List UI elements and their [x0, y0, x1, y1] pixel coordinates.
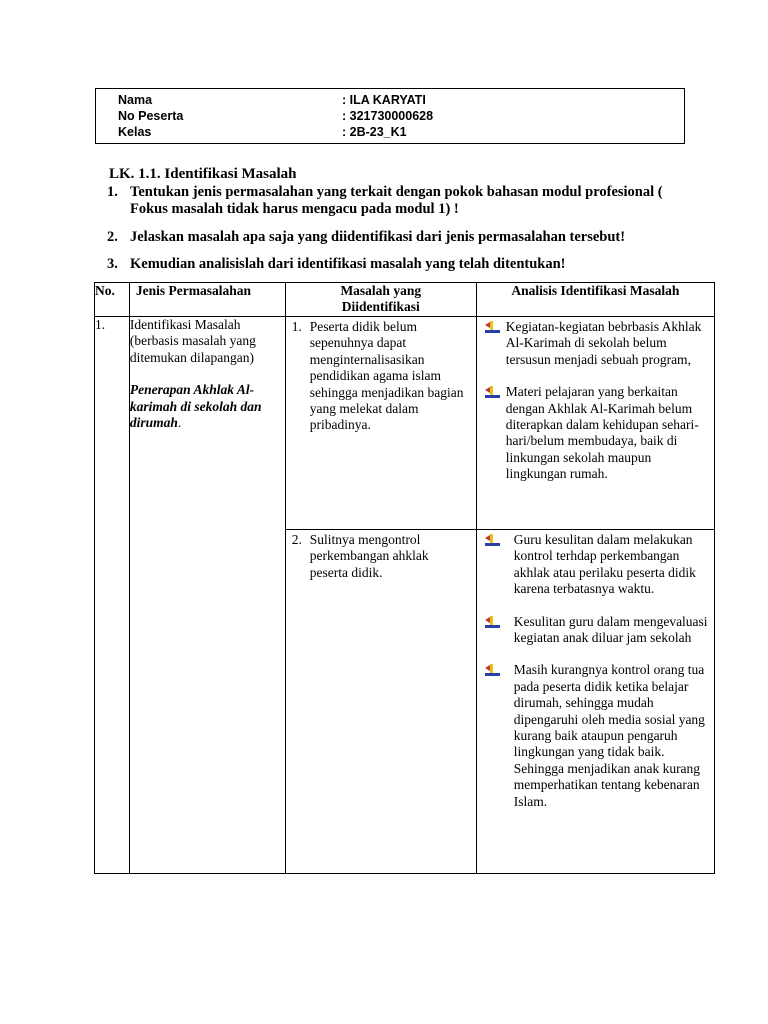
analisis-text: Kesulitan guru dalam mengevaluasi kegiatan anak diluar jam sekolah: [513, 613, 708, 646]
masalah-text: Sulitnya mengontrol perkembangan ahklak peserta didik.: [309, 532, 429, 580]
analisis-item: [477, 662, 714, 810]
bullet-arrow-icon: [485, 664, 500, 677]
header-jenis: Jenis Permasalahan: [129, 283, 285, 317]
instruction-text: Tentukan jenis permasalahan yang terkait dengan pokok bahasan modul profesional ( Fokus masalah tidak harus mengacu pada modul 1) !: [130, 184, 663, 217]
analisis-item: [477, 384, 714, 482]
jenis-description: Identifikasi Masalah (berbasis masalah yang ditemukan dilapangan): [129, 317, 256, 365]
jenis-focus: [130, 382, 270, 431]
problem-analysis-table: [94, 282, 715, 874]
header-no: No.: [95, 283, 130, 317]
instruction-text: Jelaskan masalah apa saja yang diidentifikasi dari jenis permasalahan tersebut!: [130, 229, 626, 245]
participant-no-value: : 321730000628: [342, 109, 434, 123]
instruction-number: 1.: [107, 184, 118, 200]
masalah-cell: [285, 530, 476, 874]
identity-box: [95, 88, 685, 144]
name-label: Nama: [118, 93, 153, 107]
analisis-item: [477, 319, 714, 368]
instruction-number: 2.: [107, 229, 118, 245]
masalah-text: Peserta didik belum sepenuhnya dapat menginternalisasikan pendidikan agama islam sehingga menjadikan bagian yang melekat dalam pribadinya.: [309, 319, 464, 433]
jenis-cell: [129, 317, 285, 874]
bullet-arrow-icon: [485, 534, 500, 547]
analisis-cell: [476, 530, 714, 874]
bullet-arrow-icon: [485, 616, 500, 629]
header-analisis: Analisis Identifikasi Masalah: [476, 283, 714, 317]
masalah-cell: [285, 317, 476, 530]
table-header-row: [95, 283, 715, 317]
instruction-text: Kemudian analisislah dari identifikasi masalah yang telah ditentukan!: [130, 256, 566, 272]
participant-no-label: No Peserta: [118, 109, 184, 123]
analisis-item: [477, 532, 714, 598]
analisis-text: Materi pelajaran yang berkaitan dengan Akhlak Al-Karimah belum diterapkan dalam kehidupan sehari-hari/belum membudaya, baik di linkungan sekolah maupun lingkungan rumah.: [505, 384, 699, 482]
instruction-3: [107, 256, 667, 274]
row-number-cell: [95, 317, 130, 874]
masalah-item: [286, 532, 456, 581]
jenis-focus-period: .: [177, 415, 182, 431]
jenis-focus-emphasis: Penerapan Akhlak Al- karimah di sekolah dan dirumah: [129, 382, 262, 431]
name-value: : ILA KARYATI: [342, 93, 426, 107]
table-row: [95, 317, 715, 530]
masalah-number: 1.: [291, 319, 302, 334]
row-number: 1.: [95, 317, 106, 332]
instruction-number: 3.: [107, 256, 118, 272]
class-value: : 2B-23_K1: [342, 125, 407, 139]
bullet-arrow-icon: [485, 386, 500, 399]
analisis-text: Masih kurangnya kontrol orang tua pada peserta didik ketika belajar dirumah, sehingga mudah dipengaruhi oleh media sosial yang kurang baik ataupun pengaruh lingkungan yang tidak baik. Sehingga menjadikan anak kurang memperhatikan tentang kebenaran Islam.: [513, 662, 705, 809]
class-label: Kelas: [118, 125, 152, 139]
analisis-text: Guru kesulitan dalam melakukan kontrol terhdap perkembangan akhlak atau perilaku peserta didik karena terbatasnya waktu.: [513, 532, 696, 597]
analisis-cell: [476, 317, 714, 530]
bullet-arrow-icon: [485, 321, 500, 334]
analisis-item: [477, 614, 714, 647]
header-masalah: Masalah yang Diidentifikasi: [285, 283, 476, 317]
masalah-number: 2.: [291, 532, 302, 547]
instruction-1: [107, 184, 667, 220]
section-title: LK. 1.1. Identifikasi Masalah: [109, 166, 297, 182]
analisis-text: Kegiatan-kegiatan bebrbasis Akhlak Al-Karimah di sekolah belum tersusun menjadi sebuah program,: [505, 319, 702, 367]
instruction-2: [107, 229, 667, 247]
masalah-item: [286, 319, 471, 434]
